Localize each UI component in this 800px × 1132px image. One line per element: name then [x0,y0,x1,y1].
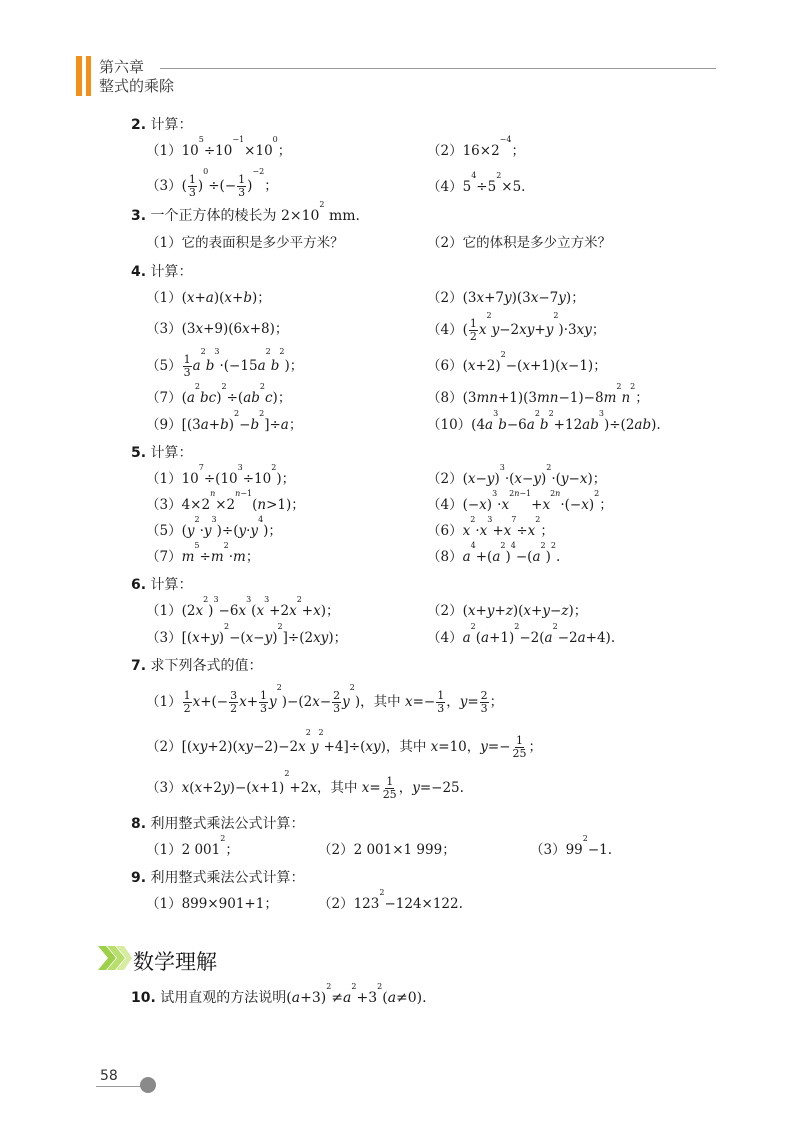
question-7: 7. 求下列各式的值： [131,658,263,674]
q3-item-2: （2）它的体积是多少立方米？ [427,235,612,251]
q4-item-4: （4）( $\frac{1}{2}$ $x^2y-2xy+y^2)\cdot 3xy$； [427,311,606,343]
footer-rule [96,1086,146,1087]
q7-item-1: （1） $\frac{1}{2}$ x+(− $\frac{3}{2}$ x+ $\frac{1}{3}$ $y^2)-(2x-$ $\frac{2}{3}$ $y^2$)，其中 x=− $\frac{1}{3}$ ，y= $\frac{2}{3}$ ； [146,683,504,715]
q4-item-8: $(8)(3mn+1)(3mn-1)-8m^2n^2$； [427,382,649,406]
q4-item-7: $(7)(a^2bc)^2\div(ab^2c)$； [146,382,292,406]
question-10: 10. 试用直观的方法说明$(a+3)^2\ne a^2+3^2(a\ne 0)$. [131,982,427,1006]
q4-item-5: （5） $\frac{1}{3}$ $a^2b^3\cdot(-15a^2b^2)$； [146,347,304,379]
question-9: 9. 利用整式乘法公式计算： [131,870,305,886]
q3-item-1: （1）它的表面积是多少平方米？ [146,235,344,251]
question-3: 3. 一个正方体的棱长为 $2\times 10^2$ mm. [131,200,360,224]
q4-item-1: （1）(x+a)(x+b)； [146,290,271,306]
q4-item-10: $(10)(4a^3b-6a^2b^2+12ab^3)\div(2ab)$. [427,409,661,433]
q5-item-4: $(4)(-x)^3\cdot x^{2n-1}+x^{2n}\cdot(-x)^2$； [427,489,613,513]
q7-item-2: $(2)[(xy+2)(xy-2)-2x^2y^2+4]\div(xy)$，其中 x=10，y=− $\frac{1}{25}$ ； [146,728,543,760]
section-title: 数学理解 [133,950,217,974]
q8-item-3: $(3)99^2-1$. [530,834,613,858]
q8-item-2: （2）2 001×1 999； [318,842,456,858]
q6-item-4: $(4)a^2(a+1)^2-2(a^2-2a+4)$. [427,622,616,646]
q4-item-6: $(6)(x+2)^2-(x+1)(x-1)$； [427,350,607,374]
q9-item-1: （1）899×901+1； [146,896,278,912]
q2-item-4: $(4)5^4\div 5^2\times 5$. [427,171,526,195]
q4-item-2: （2）(3x+7y)(3x−7y)； [427,290,585,306]
q5-item-1: $(1)10^7\div(10^3\div 10^2)$； [146,463,296,487]
chevrons-icon [96,940,132,976]
q2-item-1: $(1)10^5\div 10^{-1}\times 10^0$； [146,135,292,159]
question-4: 4. 计算： [131,264,193,280]
q6-item-1: $(1)(2x^2)^3-6x^3(x^3+2x^2+x)$； [146,595,340,619]
q5-item-6: $(6)x^2\cdot x^3+x^7\div x^2$； [427,515,554,539]
q2-item-3: （3）( $\frac{1}{3}$ )$^0$÷(− $\frac{1}{3}$ )$^{-2}$； [146,167,278,199]
question-5: 5. 计算： [131,445,193,461]
question-6: 6. 计算： [131,577,193,593]
q9-item-2: $(2)123^2-124\times 122$. [318,888,463,912]
q5-item-7: $(7)m^5\div m^2\cdot m$； [146,541,260,565]
page-dot-icon [140,1077,156,1093]
chapter-label: 第六章 [99,58,145,76]
page-number: 58 [100,1068,118,1084]
q6-item-2: （2）(x+y+z)(x+y−z)； [427,603,588,619]
q4-item-3: （3）(3x+9)(6x+8)； [146,321,289,337]
q7-item-3: $(3)x(x+2y)-(x+1)^2+2x$，其中 x= $\frac{1}{25}$ ，y=−25. [146,769,464,801]
q2-item-2: $(2)16\times 2^{-4}$； [427,135,525,159]
question-8: 8. 利用整式乘法公式计算： [131,816,305,832]
q5-item-5: $(5)(y^2\cdot y^3)\div(y\cdot y^4)$； [146,515,282,539]
q5-item-2: $(2)(x-y)^3\cdot(x-y)^2\cdot(y-x)$； [427,463,607,487]
q5-item-3: $(3)4\times 2^n\times 2^{n-1}(n>1)$； [146,489,305,513]
q8-item-1: （1）2 $001^2$； [146,834,239,858]
question-2: 2. 计算： [131,117,193,133]
chapter-title: 整式的乘除 [99,77,175,95]
q6-item-3: $(3)[(x+y)^2-(x-y)^2]\div(2xy)$； [146,622,348,646]
q5-item-8: $(8)a^4+(a^2)^4-(a^2)^2$. [427,541,561,565]
q4-item-9: $(9)[(3a+b)^2-b^2]\div a$； [146,409,303,433]
